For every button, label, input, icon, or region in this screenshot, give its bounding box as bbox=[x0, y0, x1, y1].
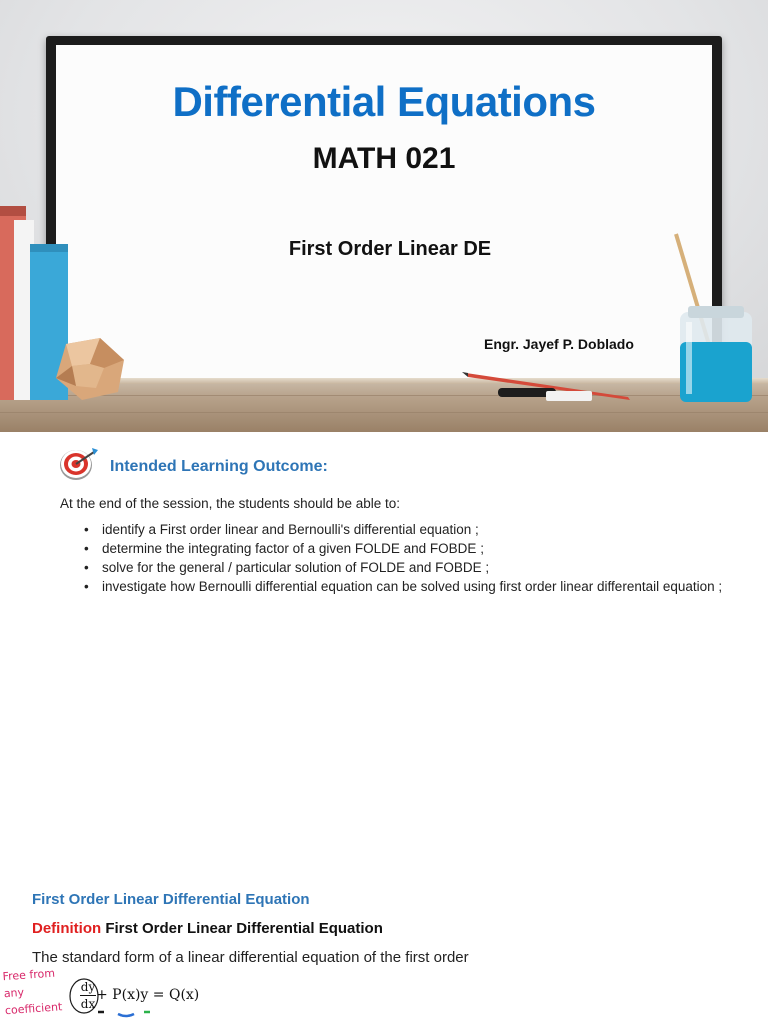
target-icon bbox=[56, 446, 100, 482]
course-title: Differential Equations bbox=[172, 78, 596, 125]
title-slide bbox=[0, 0, 768, 432]
list-item: • solve for the general / particular solution of FOLDE and FOBDE ; bbox=[84, 560, 490, 575]
annotation-underlines bbox=[96, 1006, 156, 1020]
equation-rest: + P(x)y = Q(x) bbox=[96, 987, 200, 1003]
handwritten-annotation: Free from any coefficient bbox=[2, 966, 63, 1018]
learning-outcome-intro: At the end of the session, the students should be able to: bbox=[60, 496, 400, 511]
definition-line bbox=[32, 920, 383, 937]
learning-outcome-heading: Intended Learning Outcome: bbox=[110, 458, 328, 475]
definition-title: First Order Linear Differential Equation bbox=[105, 920, 383, 937]
author-name: Engr. Jayef P. Doblado bbox=[484, 336, 634, 352]
course-code: MATH 021 bbox=[312, 142, 456, 175]
learning-outcome-list bbox=[82, 520, 732, 596]
eraser-icon bbox=[546, 389, 594, 403]
list-item: • identify a First order linear and Bernoulli's differential equation ; bbox=[84, 522, 479, 537]
topic-title: First Order Linear DE bbox=[288, 238, 492, 260]
section-title: First Order Linear Differential Equation bbox=[32, 891, 310, 908]
list-item: • determine the integrating factor of a given FOLDE and FOBDE ; bbox=[84, 541, 484, 556]
shelf-grain bbox=[0, 412, 768, 413]
list-item: • investigate how Bernoulli differential equation can be solved using first order linear differentail equation ; bbox=[84, 579, 723, 594]
derivative-fraction: dy dx bbox=[80, 980, 96, 1011]
definition-label: Definition bbox=[32, 920, 102, 937]
paper-lantern-icon bbox=[52, 338, 128, 402]
standard-form-text: The standard form of a linear differential equation of the first order bbox=[32, 949, 469, 966]
